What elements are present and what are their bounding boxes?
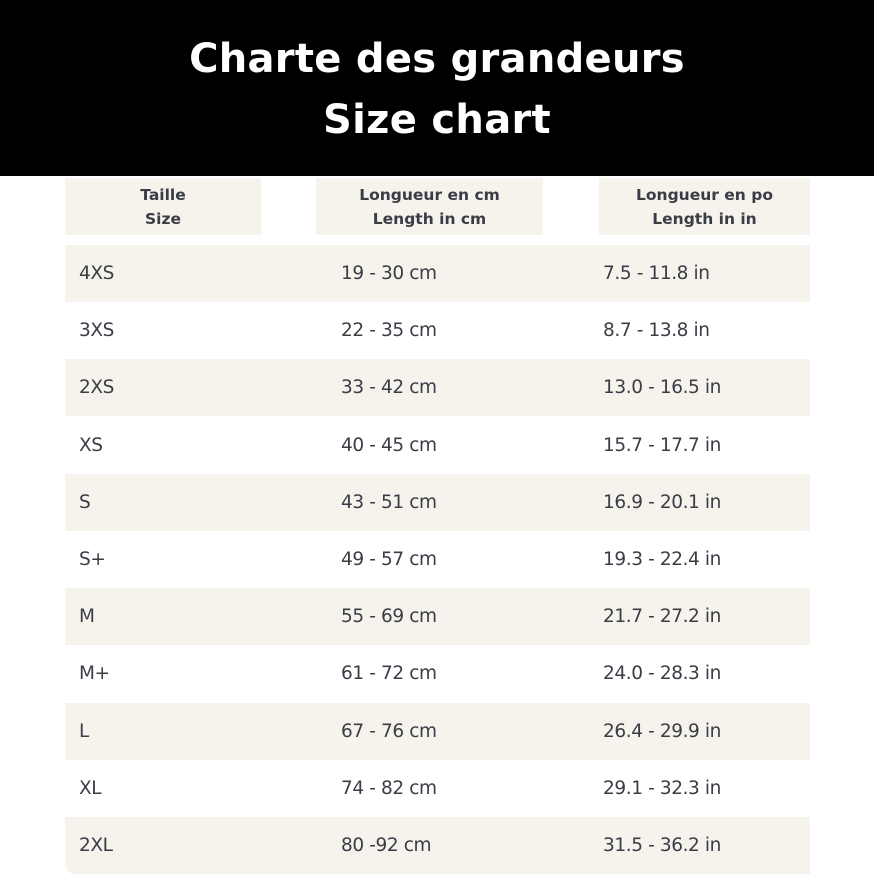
header-inch-french: Longueur en po	[636, 185, 773, 204]
cell-inch: 8.7 - 13.8 in	[603, 320, 710, 342]
cell-cm: 61 - 72 cm	[341, 663, 437, 685]
table-row	[65, 302, 810, 359]
title-banner	[0, 0, 874, 176]
cell-inch: 19.3 - 22.4 in	[603, 549, 721, 570]
cell-size: 4XS	[79, 263, 114, 284]
table-row	[65, 359, 810, 416]
header-inch-english: Length in in	[652, 209, 757, 228]
cell-inch: 21.7 - 27.2 in	[603, 606, 721, 628]
table-row	[65, 588, 810, 645]
cell-size: 2XL	[79, 835, 113, 856]
cell-size: 2XS	[79, 377, 114, 399]
cell-inch: 13.0 - 16.5 in	[603, 377, 721, 399]
page-title-english: Size chart	[323, 97, 551, 143]
table-row	[65, 817, 810, 874]
header-size	[65, 178, 261, 235]
cell-cm: 43 - 51 cm	[341, 491, 437, 513]
header-cm-french: Longueur en cm	[359, 185, 500, 204]
cell-cm: 22 - 35 cm	[341, 320, 437, 342]
cell-size: 3XS	[79, 320, 114, 342]
page-title-french: Charte des grandeurs	[189, 36, 685, 82]
cell-cm: 74 - 82 cm	[341, 777, 437, 799]
header-length-inch	[599, 178, 810, 235]
table-row	[65, 474, 810, 531]
cell-inch: 15.7 - 17.7 in	[603, 434, 721, 456]
cell-inch: 24.0 - 28.3 in	[603, 663, 721, 685]
header-length-cm	[316, 178, 543, 235]
cell-cm: 49 - 57 cm	[341, 549, 437, 570]
table-row	[65, 245, 810, 302]
cell-cm: 55 - 69 cm	[341, 606, 437, 628]
cell-inch: 29.1 - 32.3 in	[603, 777, 721, 799]
cell-size: S	[79, 491, 91, 513]
table-row	[65, 645, 810, 702]
header-size-english: Size	[144, 209, 181, 228]
table-row	[65, 417, 810, 474]
cell-size: S+	[79, 549, 106, 570]
cell-size: XL	[79, 777, 102, 799]
table-row	[65, 760, 810, 817]
table-row	[65, 703, 810, 760]
table-row	[65, 531, 810, 588]
header-size-french: Taille	[140, 185, 186, 204]
cell-cm: 33 - 42 cm	[341, 377, 437, 399]
cell-inch: 31.5 - 36.2 in	[603, 835, 721, 856]
cell-size: M+	[79, 663, 110, 685]
header-cm-english: Length in cm	[372, 209, 487, 228]
cell-size: M	[79, 606, 95, 628]
cell-cm: 80 -92 cm	[341, 835, 432, 856]
cell-inch: 7.5 - 11.8 in	[603, 263, 710, 284]
cell-cm: 40 - 45 cm	[341, 434, 437, 456]
cell-size: XS	[79, 434, 103, 456]
cell-inch: 16.9 - 20.1 in	[603, 491, 721, 513]
cell-cm: 67 - 76 cm	[341, 720, 437, 742]
cell-size: L	[79, 720, 89, 742]
cell-cm: 19 - 30 cm	[341, 263, 437, 284]
cell-inch: 26.4 - 29.9 in	[603, 720, 721, 742]
